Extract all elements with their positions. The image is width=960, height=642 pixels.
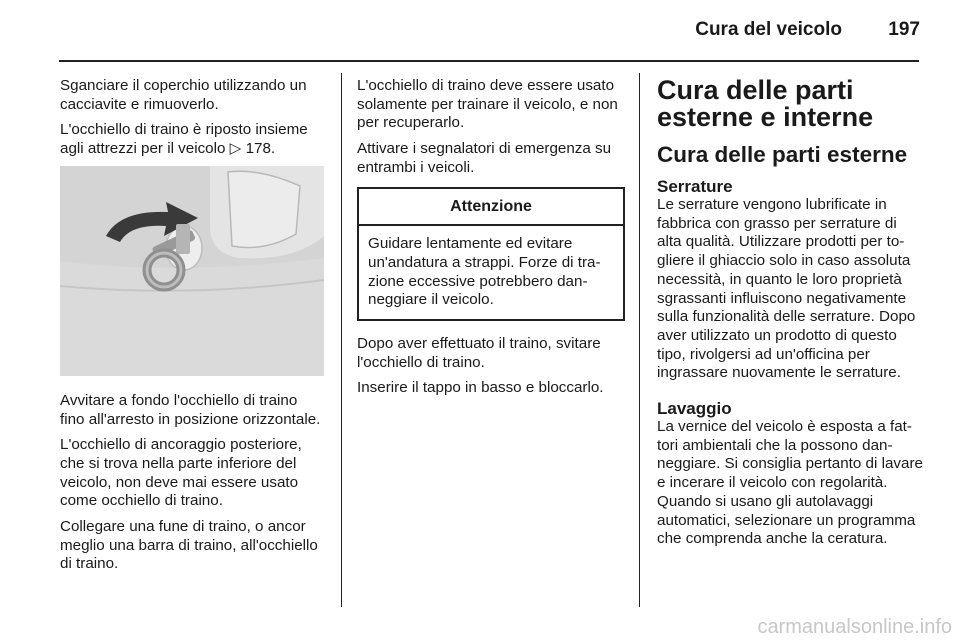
paragraph-rear-anchor: L'occhiello di ancoraggio posteriore, che si trova nella parte inferiore del veicolo, non deve mai essere usato come occhiello di traino. xyxy=(60,436,302,510)
paragraph-insert-cap: Inserire il tappo in basso e bloccarlo. xyxy=(357,379,604,397)
towing-eye-illustration xyxy=(60,166,324,376)
column-divider-1 xyxy=(341,73,342,607)
warning-title: Attenzione xyxy=(359,189,623,227)
section-washing xyxy=(657,399,923,549)
watermark: carmanualsonline.info xyxy=(757,616,952,638)
warning-body: Guidare lentamente ed evitare un'andatura a strappi. Forze di trazione eccessive potrebbero danneggiare il veicolo. xyxy=(368,235,601,309)
header-rule xyxy=(59,60,919,62)
paragraph-hazard-lights: Attivare i segnalatori di emergenza su entrambi i veicoli. xyxy=(357,140,612,176)
column-divider-2 xyxy=(639,73,640,607)
column-left xyxy=(60,77,326,581)
locks-heading: Serrature xyxy=(657,177,733,196)
paragraph-towing-only: L'occhiello di traino deve essere usato solamente per trainare il veicolo, e non per recuperarlo. xyxy=(357,77,618,132)
warning-box xyxy=(357,187,625,322)
paragraph-unscrew-eye: Dopo aver effettuato il traino, svitare l'occhiello di traino. xyxy=(357,335,601,371)
paragraph-text: L'occhiello di traino è riposto insieme agli attrezzi per il veicolo xyxy=(60,121,308,158)
paragraph-screw-eye: Avvitare a fondo l'occhiello di traino fino all'arresto in posizione orizzontale. xyxy=(60,391,321,428)
paragraph-tow-rope: Collegare una fune di traino, o ancor meglio una barra di traino, all'occhiello di traino. xyxy=(60,518,318,573)
locks-body: Le serrature vengono lubrificate in fabbrica con grasso per serrature di alta qualità. Utilizzare prodotti per togliere il ghiaccio solo in caso assoluta necessità, in quanto le loro proprietà sgrassanti influiscono negativamente sulla funzionalità delle serrature. Dopo aver utilizzato un prodotto di questo tipo, rivolgersi ad un'officina per ingrassare nuovamente le serrature. xyxy=(657,196,916,382)
chapter-title: Cura del veicolo xyxy=(695,19,842,40)
section-heading: Cura delle parti esterne e interne xyxy=(657,75,874,132)
washing-heading: Lavaggio xyxy=(657,399,732,419)
subsection-heading: Cura delle parti esterne xyxy=(657,142,908,167)
paragraph-remove-cover: Sganciare il coperchio utilizzando un cacciavite e rimuoverlo. xyxy=(60,77,307,113)
column-middle xyxy=(357,77,625,405)
page-reference[interactable]: 178. xyxy=(241,140,276,158)
paragraph-towing-eye-location xyxy=(60,121,326,158)
page-reference-arrow-icon[interactable]: ▷ xyxy=(229,140,242,158)
page-header xyxy=(0,0,960,60)
column-right xyxy=(657,77,923,565)
section-locks xyxy=(657,177,923,383)
page-number: 197 xyxy=(888,19,920,40)
washing-body: La vernice del veicolo è esposta a fattori ambientali che la possono danneggiare. Si consiglia pertanto di lavare e incerare il veicolo con regolarità. Quando si usano gli autolavaggi automatici, selezionare un programma che comprenda anche la ceratura. xyxy=(657,418,923,548)
